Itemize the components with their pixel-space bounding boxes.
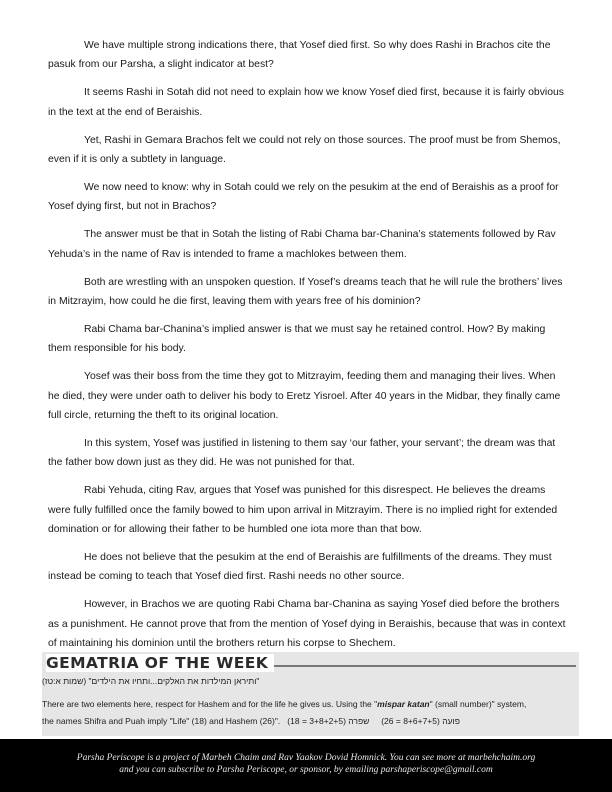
paragraph: Rabi Chama bar-Chanina’s implied answer is that we must say he retained control. How? By making them responsible for his body. [48,323,546,355]
gematria-text-after: " (small number)" system, [429,699,527,709]
article-body [48,36,566,709]
paragraph: Both are wrestling with an unspoken question. If Yosef’s dreams teach that he will rule the brothers’ lives in Mitzrayim, how could he die first, leaving them with years free of his dominion? [48,276,563,307]
paragraph: He does not believe that the pesukim at the end of Beraishis are fulfillments of the dreams. They must instead be coming to teach that Yosef died first. Rashi needs no other source. [48,551,552,583]
header-rule [274,665,576,667]
hebrew-quote [42,676,579,686]
paragraph: We have multiple strong indications there, that Yosef died first. So why does Rashi in Brachos cite the pasuk from our Parsha, a slight indicator at best? [48,40,551,71]
paragraph: We now need to know: why in Sotah could we rely on the pesukim at the end of Beraishis as a proof for Yosef dying first, but not in Brachos? [48,181,559,213]
gematria-text-before: There are two elements here, respect for Hashem and for the life he gives us. Using the " [42,699,378,709]
paragraph: Rabi Yehuda, citing Rav, argues that Yosef was punished for this disrespect. He believes the dreams were fully fulfilled once the family bowed to him upon arrival in Mitzrayim. There is no implied right for extended domination or for allowing their father to be humbled one iota more than that bow. [48,485,558,536]
gematria-line-2-text: the names Shifra and Puah imply "Life" (18) and Hashem (26)". [42,716,281,726]
puah-calc: פועה (8+6+7+5 = 26) [381,716,460,726]
gematria-header [46,654,576,672]
footer [0,739,612,792]
paragraph: Yet, Rashi in Gemara Brachos felt we could not rely on those sources. The proof must be from Shemos, even if it is only a subtlety in language. [48,134,561,166]
footer-line-1: Parsha Periscope is a project of Marbeh Chaim and Rav Yaakov Dovid Homnick. You can see more at marbehchaim.org [76,753,536,763]
gematria-text [42,696,582,730]
hebrew-quote-text: "ותיראן המילדות את האלקים...ותחיו את הילדים" (שמות א:טז) [42,676,260,686]
gematria-line-2 [42,713,582,730]
gematria-line-1 [42,696,582,713]
paragraph: It seems Rashi in Sotah did not need to explain how we know Yosef died first, because it is fairly obvious in the text at the end of Beraishis. [48,87,564,118]
mispar-katan-term: mispar katan [377,699,430,709]
shifra-calc: שפרה (3+8+2+5 = 18) [287,716,370,726]
paragraph: In this system, Yosef was justified in listening to them say ‘our father, your servant’; the dream was that the father bow down just as they did. He was not punished for that. [48,437,556,469]
paragraph: Yosef was their boss from the time they got to Mitzrayim, feeding them and managing their lives. When he died, they were under oath to deliver his body to Eretz Yisroel. After 40 years in the Midbar, they finally came full circle, returning the theft to its original location. [48,371,561,421]
footer-line-2: and you can subscribe to Parsha Periscope, or sponsor, by emailing parshaperiscope@gmail.com [119,765,493,775]
paragraph: The answer must be that in Sotah the listing of Rabi Chama bar-Chanina’s statements followed by Rav Yehuda’s in the name of Rav is intended to frame a machlokes between them. [48,229,556,260]
paragraph: However, in Brachos we are quoting Rabi Chama bar-Chanina as saying Yosef died before the brothers as a punishment. He cannot prove that from the mention of Yosef dying in Beraishis, because that was in context of maintaining his dominion until the brothers return his corpse to Shechem. [48,599,566,650]
gematria-title: GEMATRIA OF THE WEEK [46,654,274,672]
